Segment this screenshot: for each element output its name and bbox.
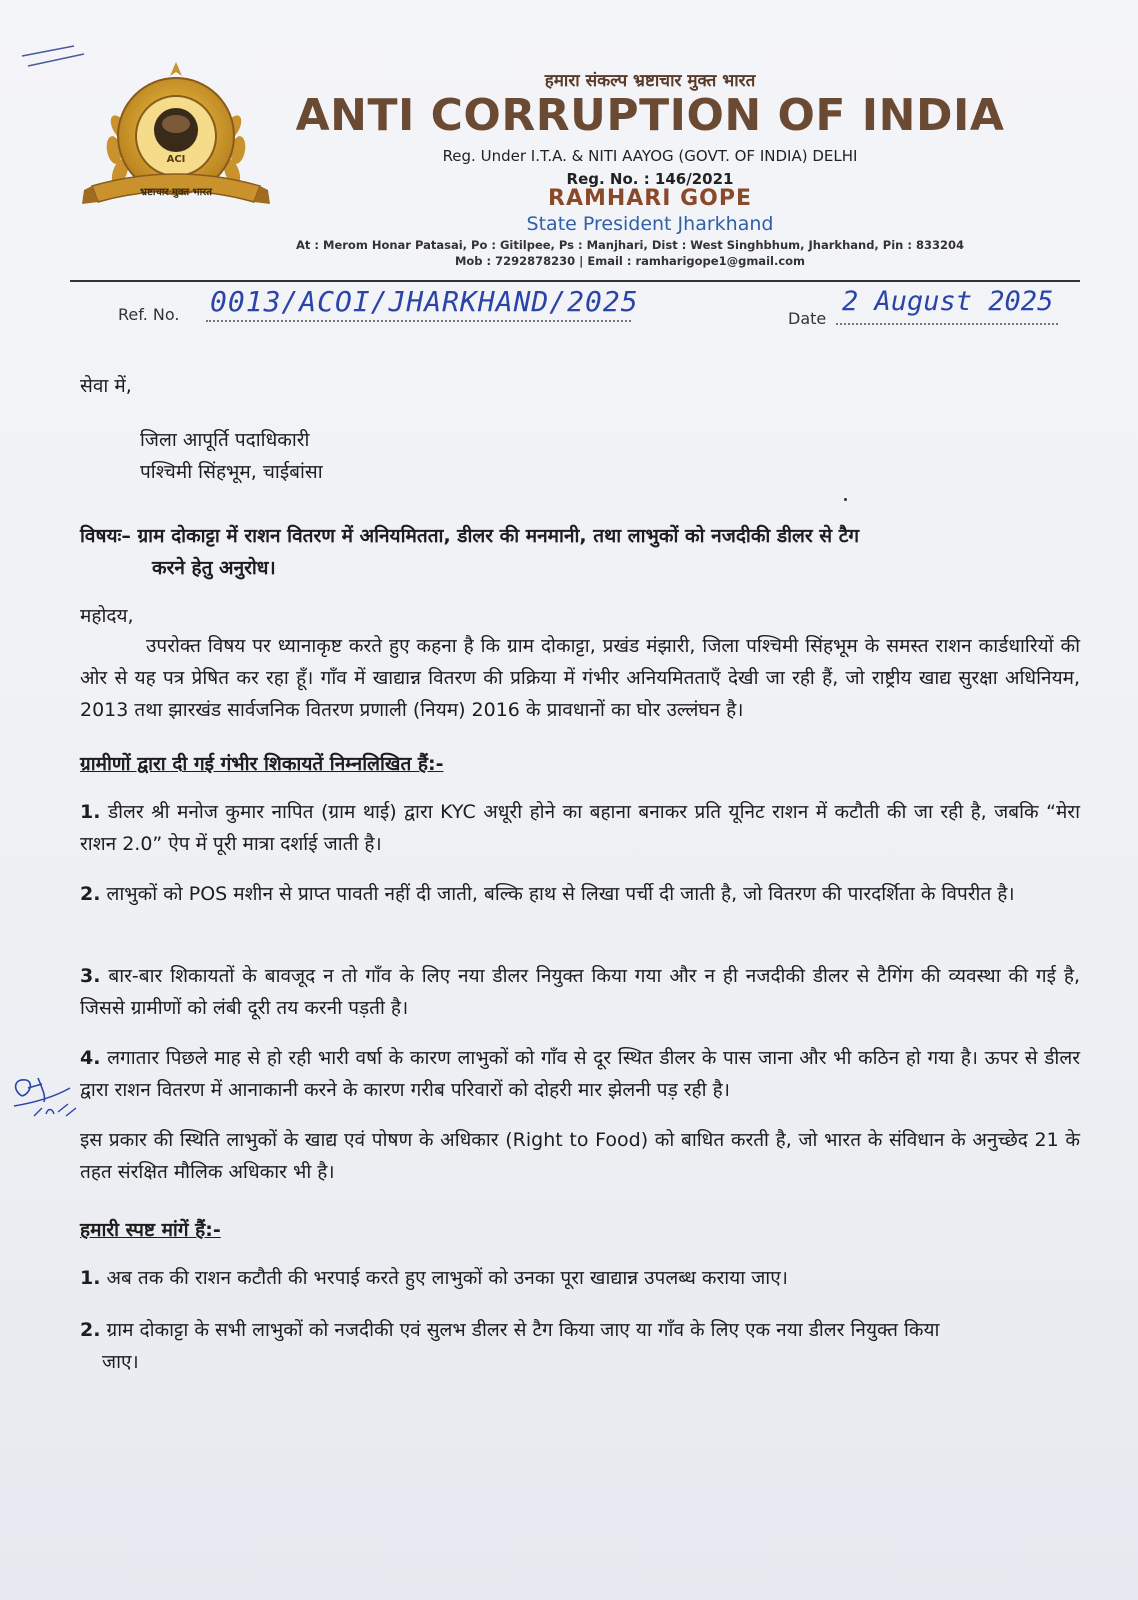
demand-item [80, 1262, 1080, 1294]
complaints-heading: ग्रामीणों द्वारा दी गई गंभीर शिकायतें निम्नलिखित हैं:- [80, 753, 444, 775]
demand-item [80, 1314, 1080, 1378]
subject-line [80, 520, 1080, 584]
closing-paragraph: इस प्रकार की स्थिति लाभुकों के खाद्य एवं पोषण के अधिकार (Right to Food) को बाधित करती है, जो भारत के संविधान के अनुच्छेद 21 के तहत संरक्षित मौलिक अधिकार भी है। [80, 1129, 1080, 1183]
logo-ribbon-text: भ्रष्टाचार मुक्त भारत [140, 187, 212, 198]
date-label: Date [788, 309, 827, 328]
ref-number: 0013/ACOI/JHARKHAND/2025 [210, 285, 639, 318]
date-value: 2 August 2025 [842, 286, 1054, 317]
complaint-text: बार-बार शिकायतों के बावजूद न तो गाँव के लिए नया डीलर नियुक्त किया गया और न ही नजदीकी डीलर से टैगिंग की व्यवस्था की गई है, जिससे ग्रामीणों को लंबी दूरी तय करनी पड़ती है। [80, 965, 1080, 1019]
subject-text-line2: करने हेतु अनुरोध। [152, 557, 276, 579]
subject-text-line1: ग्राम दोकाट्टा में राशन वितरण में अनियमितता, डीलर की मनमानी, तथा लाभुकों को नजदीकी डीलर से टैग [137, 525, 860, 547]
intro-paragraph: उपरोक्त विषय पर ध्यानाकृष्ट करते हुए कहना है कि ग्राम दोकाट्टा, प्रखंड मंझारी, जिला पश्चिमी सिंहभूम के समस्त राशन कार्डधारियों की ओर से यह पत्र प्रेषित कर रहा हूँ। गाँव में खाद्यान्न वितरण की प्रक्रिया में गंभीर अनियमितताएँ देखी जा रही हैं, जो राष्ट्रीय खाद्य सुरक्षा अधिनियम, 2013 तथा झारखंड सार्वजनिक वितरण प्रणाली (नियम) 2016 के प्रावधानों का घोर उल्लंघन है। [80, 635, 1080, 721]
demand-text-line2: जाए। [102, 1351, 139, 1373]
complaint-item [80, 960, 1080, 1024]
president-name: RAMHARI GOPE [548, 186, 752, 211]
contact-line: Mob : 7292878230 | Email : ramharigope1@gmail.com [454, 254, 806, 268]
address-line: At : Merom Honar Patasai, Po : Gitilpee, Ps : Manjhari, Dist : West Singhbhum, Jharkhand, Pin : 833204 [296, 238, 964, 252]
demand-number: 2. [80, 1319, 101, 1341]
recipient-location: पश्चिमी सिंहभूम, चाईबांसा [140, 461, 323, 483]
recipient-designation: जिला आपूर्ति पदाधिकारी [140, 429, 310, 451]
complaint-text: लगातार पिछले माह से हो रही भारी वर्षा के कारण लाभुकों को गाँव से दूर स्थित डीलर के पास जाना और भी कठिन हो गया है। ऊपर से डीलर द्वारा राशन वितरण में आनाकानी करने के कारण गरीब परिवारों को दोहरी मार झेलनी पड़ रही है। [80, 1047, 1080, 1101]
registration-line: Reg. Under I.T.A. & NITI AAYOG (GOVT. OF INDIA) DELHI [442, 147, 858, 165]
org-name: ANTI CORRUPTION OF INDIA [295, 90, 1005, 141]
complaint-number: 4. [80, 1047, 101, 1069]
org-tagline: हमारा संकल्प भ्रष्टाचार मुक्त भारत [544, 71, 756, 91]
complaint-number: 2. [80, 883, 101, 905]
complaint-item [80, 878, 1080, 910]
complaint-text: लाभुकों को POS मशीन से प्राप्त पावती नहीं दी जाती, बल्कि हाथ से लिखा पर्ची दी जाती है, जो वितरण की पारदर्शिता के विपरीत है। [106, 883, 1015, 905]
logo-center-text: ACI [166, 154, 186, 165]
ref-label: Ref. No. [118, 305, 180, 324]
demands-heading: हमारी स्पष्ट मांगें हैं:- [80, 1219, 221, 1241]
complaint-item [80, 796, 1080, 860]
aci-emblem-icon [78, 58, 274, 216]
demand-text: अब तक की राशन कटौती की भरपाई करते हुए लाभुकों को उनका पूरा खाद्यान्न उपलब्ध कराया जाए। [106, 1267, 788, 1289]
registration-number: Reg. No. : 146/2021 [566, 170, 734, 188]
complaint-item [80, 1042, 1080, 1106]
president-title: State President Jharkhand [526, 213, 774, 235]
date-dotted-line [836, 323, 1058, 325]
complaint-number: 3. [80, 965, 101, 987]
ink-dot [844, 498, 847, 501]
demand-number: 1. [80, 1267, 101, 1289]
received-signature-mark-icon [8, 1072, 88, 1136]
demand-text-line1: ग्राम दोकाट्टा के सभी लाभुकों को नजदीकी एवं सुलभ डीलर से टैग किया जाए या गाँव के लिए एक नया डीलर नियुक्त किया [106, 1319, 940, 1341]
salutation-to: सेवा में, [80, 375, 132, 397]
header-divider [70, 280, 1080, 282]
greeting: महोदय, [80, 605, 134, 627]
complaint-number: 1. [80, 801, 101, 823]
ref-dotted-line [206, 320, 631, 322]
complaint-text: डीलर श्री मनोज कुमार नापित (ग्राम थाई) द्वारा KYC अधूरी होने का बहाना बनाकर प्रति यूनिट राशन में कटौती की जा रही है, जबकि “मेरा राशन 2.0” ऐप में पूरी मात्रा दर्शाई जाती है। [80, 801, 1081, 855]
subject-label: विषयः– [80, 525, 131, 547]
